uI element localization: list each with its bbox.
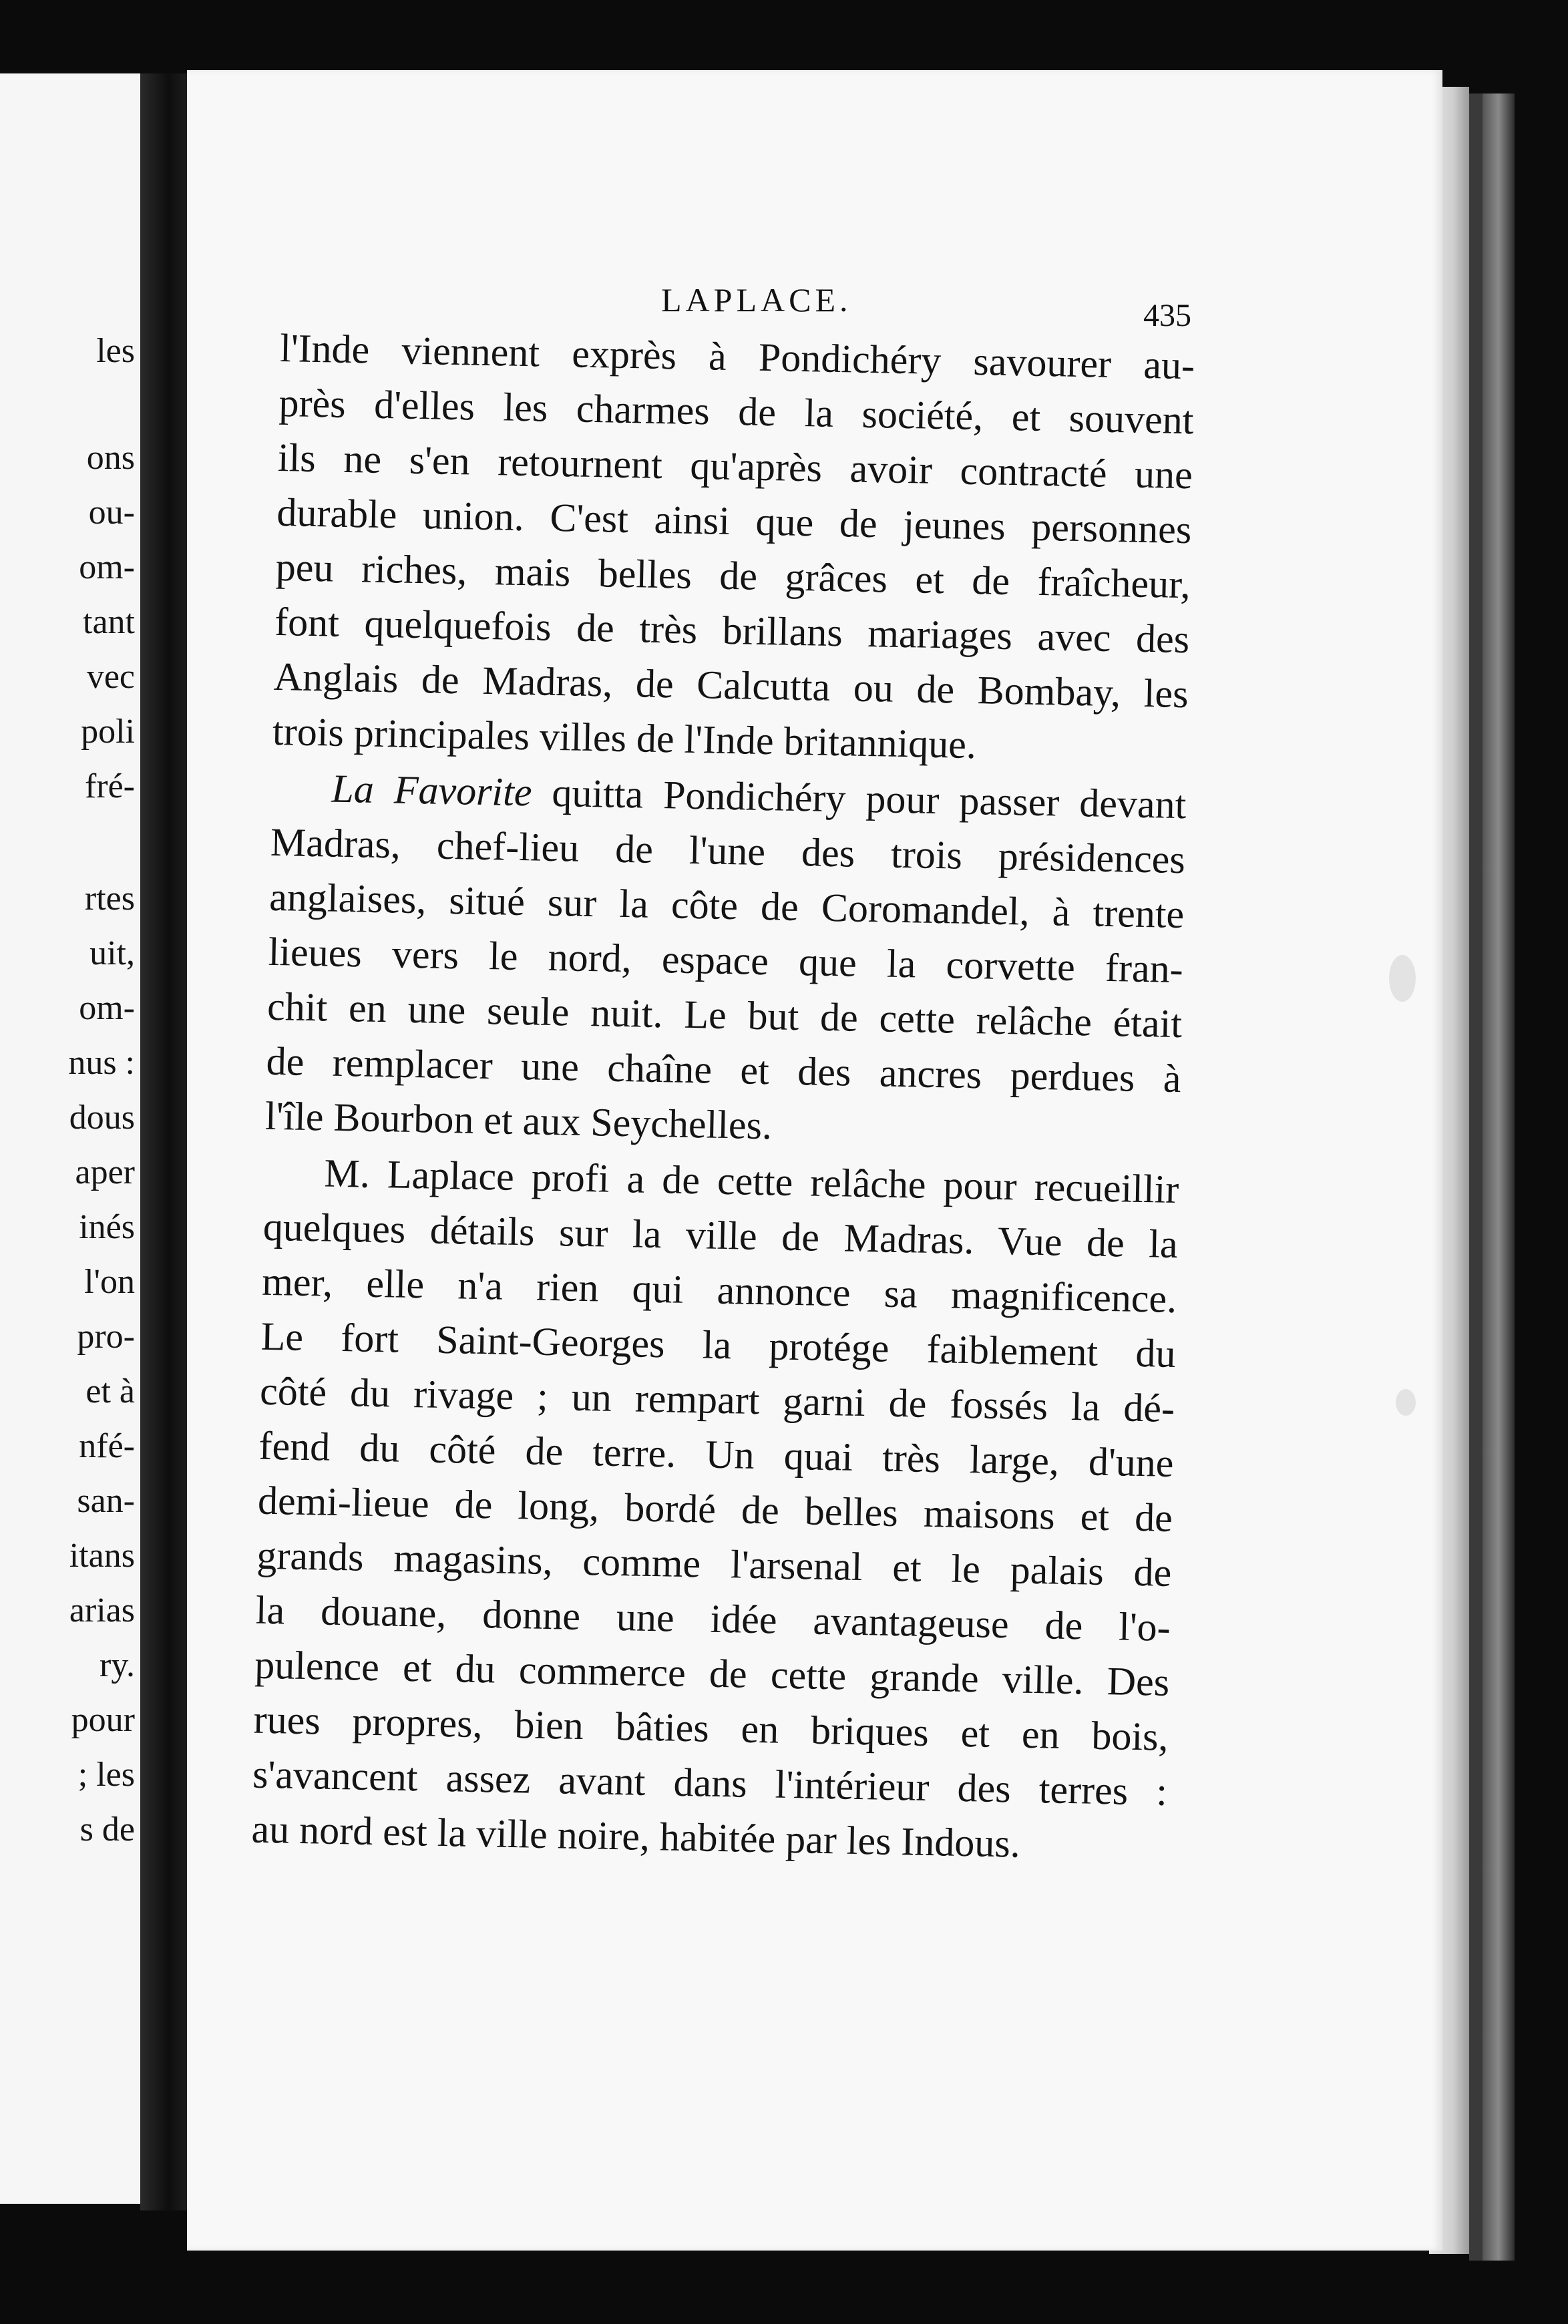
left-page-line: nus : [68, 1044, 135, 1082]
text-line: rues propres, bien bâties en briques et en bois, [253, 1697, 1169, 1759]
left-page-line: poli [81, 713, 135, 751]
text-line: au nord est la ville noire, habitée par les Indous. [250, 1806, 1021, 1866]
left-page-line: tant [83, 603, 135, 641]
page-number: 435 [1143, 298, 1191, 333]
text-line: côté du rivage ; un rempart garni de fossés la dé- [259, 1368, 1175, 1430]
previous-page-fragment [0, 73, 140, 2204]
left-page-line: l'on [84, 1263, 135, 1301]
text-line: quelques détails sur la ville de Madras. Vue de la [262, 1204, 1179, 1267]
paper-stain [1396, 1389, 1416, 1416]
text-line: font quelquefois de très brillans mariages avec des [274, 599, 1190, 662]
text-line: la douane, donne une idée avantageuse de l'o- [255, 1587, 1171, 1650]
left-page-line: ry. [100, 1646, 135, 1684]
left-page-line: nfé- [79, 1427, 135, 1465]
text-line: l'Inde viennent exprès à Pondichéry savourer au- [279, 325, 1195, 388]
text-line: de remplacer une chaîne et des ancres perdues à [266, 1038, 1182, 1101]
left-page-line: dous [69, 1099, 135, 1137]
running-head: LAPLACE. [661, 281, 852, 319]
text-line: peu riches, mais belles de grâces et de fraîcheur, [275, 544, 1191, 607]
text-line: près d'elles les charmes de la société, et souvent [278, 380, 1195, 443]
left-page-line: arias [69, 1591, 135, 1629]
left-page-line: om- [79, 989, 135, 1027]
ship-name: La Favorite [331, 766, 533, 815]
text-line: trois principales villes de l'Inde britannique. [272, 709, 977, 767]
book-cover-edge [1483, 93, 1515, 2261]
text-line: M. Laplace profi a de cette relâche pour recueillir [323, 1151, 1179, 1212]
text-line: ils ne s'en retournent qu'après avoir contracté une [277, 435, 1193, 498]
text-line: chit en une seule nuit. Le but de cette relâche était [266, 984, 1183, 1046]
text-line: lieues vers le nord, espace que la corvette fran- [268, 929, 1184, 992]
left-page-line: itans [69, 1537, 135, 1575]
text-line: grands magasins, comme l'arsenal et le palais de [256, 1533, 1172, 1595]
left-page-line: san- [77, 1482, 135, 1520]
text-line: Madras, chef-lieu de l'une des trois présidences [270, 819, 1186, 882]
left-page-line: ons [86, 439, 135, 477]
left-page-line: aper [75, 1153, 135, 1191]
left-page-line: pour [71, 1701, 135, 1739]
left-page-line: et à [85, 1372, 135, 1410]
text-line: pulence et du commerce de cette grande ville. Des [254, 1642, 1170, 1704]
text-line: l'île Bourbon et aux Seychelles. [264, 1093, 773, 1148]
left-page-line: ; les [77, 1756, 135, 1794]
left-page-line: rtes [84, 880, 135, 918]
text-line: fend du côté de terre. Un quai très large, d'une [258, 1423, 1175, 1485]
text-line: Le fort Saint-Georges la protége faiblement du [260, 1314, 1177, 1376]
page-edge-shadow [1469, 93, 1483, 2261]
text-line: s'avancent assez avant dans l'intérieur des terres : [252, 1752, 1168, 1814]
book-gutter [140, 73, 187, 2210]
left-page-line: om- [79, 548, 135, 586]
first-line-text: quitta Pondichéry pour passer devant [531, 770, 1187, 827]
text-line: Anglais de Madras, de Calcutta ou de Bombay, les [273, 654, 1189, 717]
left-page-line: inés [79, 1208, 135, 1246]
left-page-line: pro- [77, 1318, 135, 1356]
text-line: durable union. C'est ainsi que de jeunes personnes [276, 490, 1192, 552]
left-page-line: s de [79, 1810, 135, 1849]
paper-stain [1389, 955, 1416, 1002]
left-page-line: ou- [88, 494, 135, 532]
left-page-line: uit, [89, 934, 135, 972]
text-line: mer, elle n'a rien qui annonce sa magnificence. [261, 1259, 1177, 1322]
text-line: demi-lieue de long, bordé de belles maisons et de [257, 1478, 1173, 1540]
left-page-line: fré- [84, 767, 135, 805]
left-page-line: les [96, 332, 135, 370]
body-text [251, 321, 1195, 1874]
left-page-line: vec [86, 658, 135, 696]
text-line: anglaises, situé sur la côte de Coromandel, à trente [268, 874, 1185, 937]
